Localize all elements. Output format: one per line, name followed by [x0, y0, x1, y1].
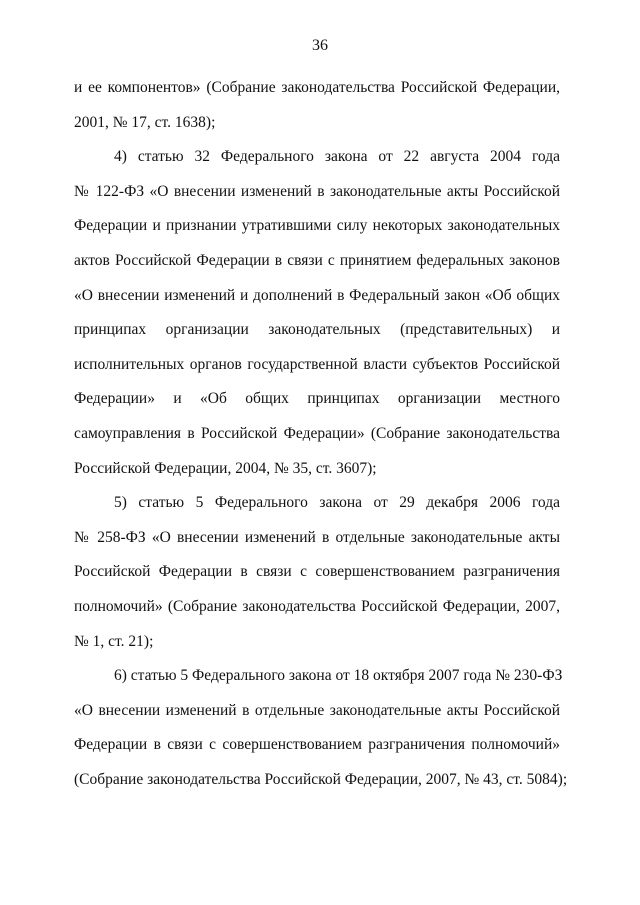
- paragraph-continuation: [74, 71, 560, 140]
- text-line: Российской Федерации, 2004, № 35, ст. 3607);: [74, 459, 377, 477]
- document-body: [74, 71, 568, 797]
- text-line: Российской Федерации в связи с совершенствованием разграничения: [74, 563, 560, 581]
- text-line: самоуправления в Российской Федерации» (Собрание законодательства: [74, 424, 560, 442]
- text-line: Федерации» и «Об общих принципах организации местного: [74, 390, 560, 408]
- text-line: исполнительных органов государственной власти субъектов Российской: [74, 355, 560, 373]
- text-line: «О внесении изменений и дополнений в Федеральный закон «Об общих: [74, 286, 560, 304]
- text-line: № 122-ФЗ «О внесении изменений в законодательные акты Российской: [74, 182, 560, 200]
- paragraph-item-6: [74, 659, 568, 797]
- text-line: (Собрание законодательства Российской Федерации, 2007, № 43, ст. 5084);: [74, 770, 568, 788]
- text-line: № 1, ст. 21);: [74, 632, 154, 650]
- paragraph-item-4: [74, 140, 560, 486]
- text-line: 4) статью 32 Федерального закона от 22 августа 2004 года: [114, 148, 560, 166]
- text-line: 2001, № 17, ст. 1638);: [74, 113, 216, 131]
- text-line: «О внесении изменений в отдельные законодательные акты Российской: [74, 701, 560, 719]
- text-line: и ее компонентов» (Собрание законодательства Российской Федерации,: [74, 79, 560, 96]
- text-line: 5) статью 5 Федерального закона от 29 декабря 2006 года: [114, 494, 560, 512]
- text-line: полномочий» (Собрание законодательства Российской Федерации, 2007,: [74, 597, 560, 615]
- text-line: 6) статью 5 Федерального закона от 18 октября 2007 года № 230-ФЗ: [114, 667, 563, 685]
- paragraph-item-5: [74, 486, 560, 659]
- text-line: Федерации и признании утратившими силу некоторых законодательных: [74, 217, 560, 235]
- text-line: № 258-ФЗ «О внесении изменений в отдельные законодательные акты: [74, 528, 560, 546]
- text-line: Федерации в связи с совершенствованием разграничения полномочий»: [74, 736, 560, 754]
- page-number: 36: [312, 37, 328, 54]
- text-line: принципах организации законодательных (представительных) и: [74, 321, 560, 339]
- text-line: актов Российской Федерации в связи с принятием федеральных законов: [74, 251, 560, 269]
